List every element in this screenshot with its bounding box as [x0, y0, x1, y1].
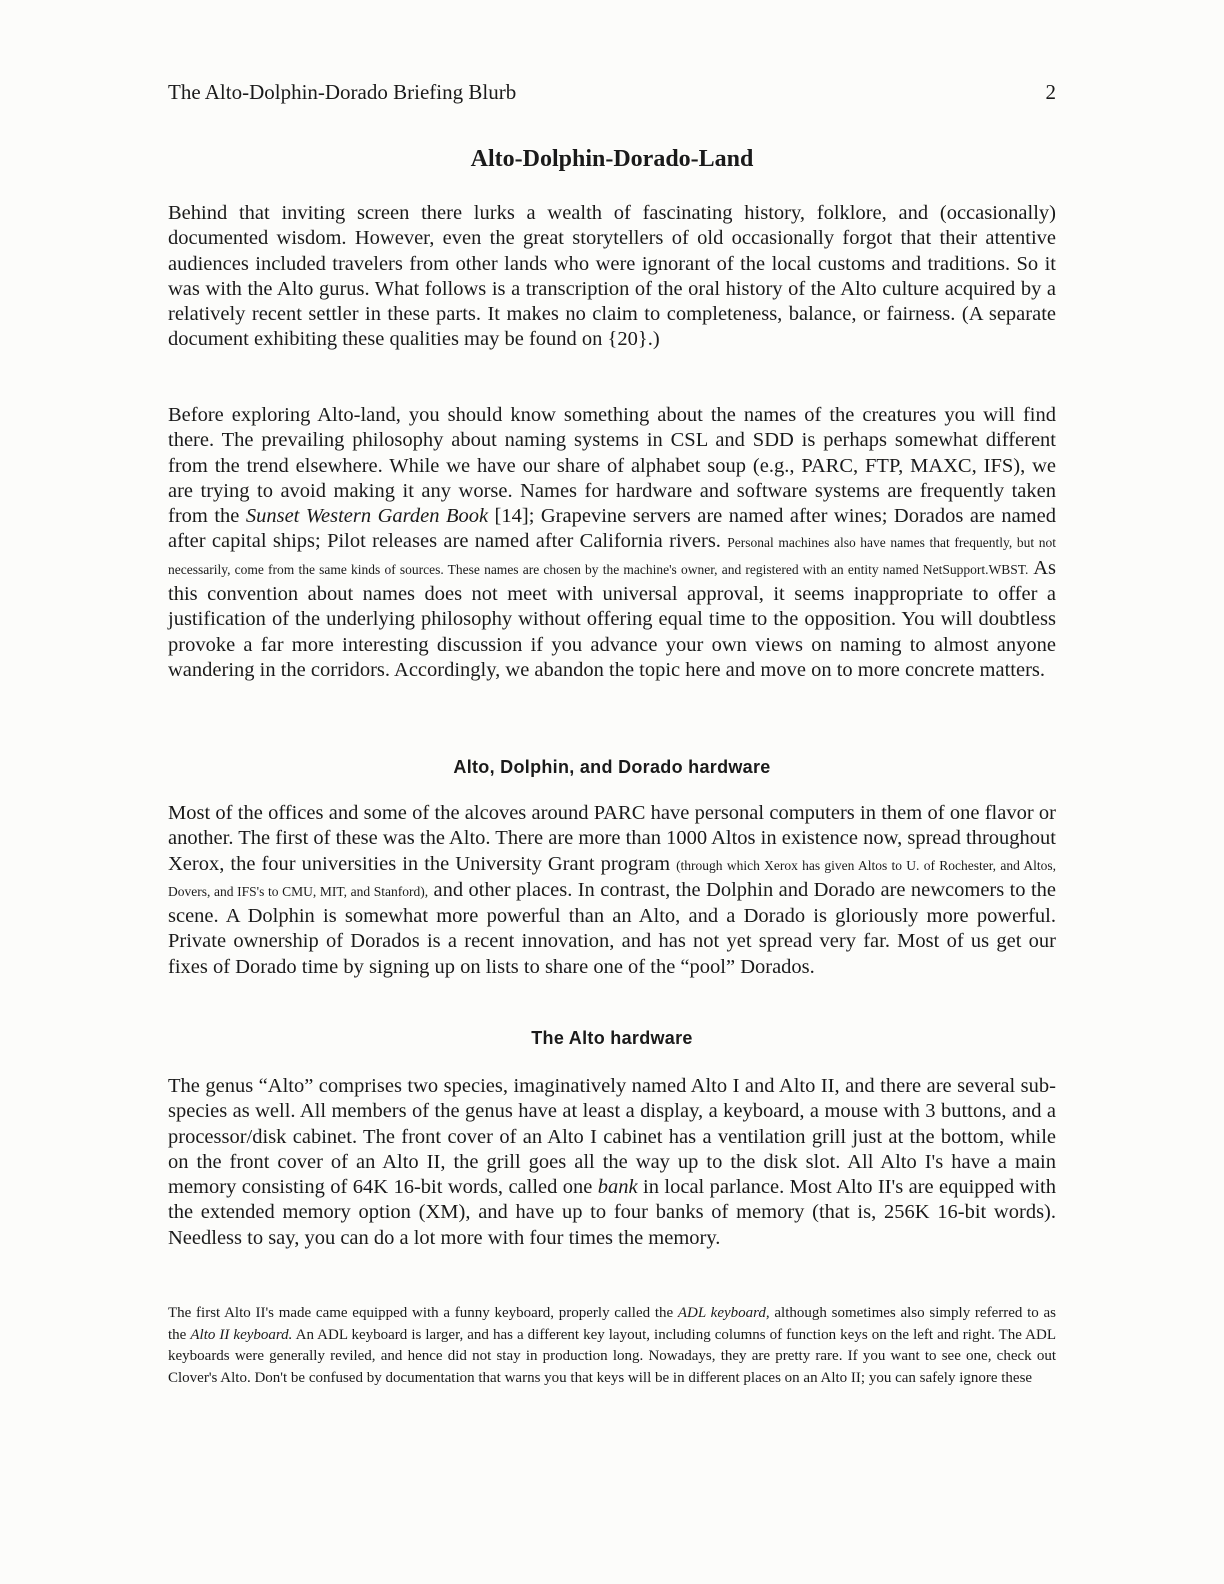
personal-machines-aside: Personal machines also have names that frequently, but not necessarily, come from the same kinds of sources. These names are chosen by the machine's owner, and registered with an entity named NetSupport.WBST. — [168, 535, 1056, 577]
bank-term: bank — [597, 1176, 638, 1199]
naming-text-c: As this convention about names does not meet with universal approval, it seems inappropriate to offer a justification of the underlying philosophy without offering equal time to the opposition. You will doubtless provoke a far more interesting discussion if you advance your own views on naming to almost anyone wandering in the corridors. Accordingly, we abandon the topic here and move on to more concrete matters. — [168, 556, 1056, 681]
adl-keyboard-term: ADL keyboard, — [677, 1305, 770, 1321]
hardware-text-b: and other places. In contrast, the Dolphin and Dorado are newcomers to the scene. A Dolphin is somewhat more powerful than an Alto, and a Dorado is gloriously more powerful. Private ownership of Dorados is a recent innovation, and has not yet spread very far. Most of us get our fixes of Dorado time by signing up on lists to share one of the “pool” Dorados. — [168, 878, 1056, 978]
section-heading-alto-hardware: The Alto hardware — [531, 1028, 693, 1048]
adl-keyboard-note — [168, 1303, 1056, 1389]
hardware-paragraph — [168, 801, 1056, 980]
note-text-c: An ADL keyboard is larger, and has a different key layout, including columns of function keys on the left and right. The ADL keyboards were generally reviled, and hence did not stay in production long. Nowadays, they are pretty rare. If you want to see one, check out Clover's Alto. Don't be confused by documentation that warns you that keys will be in different places on an Alto II; you can safely ignore these — [168, 1326, 1056, 1386]
alto-hardware-paragraph — [168, 1074, 1056, 1251]
garden-book-title: Sunset Western Garden Book — [245, 505, 489, 528]
running-title: The Alto-Dolphin-Dorado Briefing Blurb — [168, 80, 517, 104]
section-heading-hardware: Alto, Dolphin, and Dorado hardware — [453, 757, 771, 777]
intro-paragraph-1: Behind that inviting screen there lurks a wealth of fascinating history, folklore, and (occasionally) documented wisdom. However, even the great storytellers of old occasionally forgot that their attentive audiences included travelers from other lands who were ignorant of the local customs and traditions. So it was with the Alto gurus. What follows is a transcription of the oral history of the Alto culture acquired by a relatively recent settler in these parts. It makes no claim to completeness, balance, or fairness. (A separate document exhibiting these qualities may be found on {20}.) — [168, 202, 1056, 351]
alto2-keyboard-term: Alto II keyboard. — [190, 1326, 293, 1343]
naming-text-a: Before exploring Alto-land, you should know something about the names of the creatures you will find there. The prevailing philosophy about naming systems in CSL and SDD is perhaps somewhat different from the trend elsewhere. While we have our share of alphabet soup (e.g., PARC, FTP, MAXC, IFS), we are trying to avoid making it any worse. Names for hardware and software systems are frequently taken from the — [168, 404, 1056, 528]
intro-paragraph-2 — [168, 403, 1056, 683]
university-grant-aside: (through which Xerox has given Altos to U. of Rochester, and Altos, Dovers, and IFS's to CMU, MIT, and Stanford), — [168, 857, 1056, 899]
alto-text-a: The genus “Alto” comprises two species, imaginatively named Alto I and Alto II, and there are several sub-species as well. All members of the genus have at least a display, a keyboard, a mouse with 3 buttons, and a processor/disk cabinet. The front cover of an Alto I cabinet has a ventilation grill just at the bottom, while on the front cover of an Alto II, the grill goes all the way up to the disk slot. All Alto I's have a main memory consisting of 64K 16-bit words, called one — [168, 1075, 1056, 1199]
running-header — [168, 80, 1056, 105]
page-number: 2 — [1045, 80, 1056, 104]
hardware-text-a: Most of the offices and some of the alcoves around PARC have personal computers in them of one flavor or another. The first of these was the Alto. There are more than 1000 Altos in existence now, spread throughout Xerox, the four universities in the University Grant program — [168, 802, 1056, 875]
note-text-b: although sometimes also simply referred to as the — [168, 1305, 1056, 1343]
page-title: Alto-Dolphin-Dorado-Land — [470, 146, 754, 172]
naming-text-b: [14]; Grapevine servers are named after wines; Dorados are named after capital ships; Pilot releases are named after California rivers. — [168, 505, 1056, 553]
note-text-a: The first Alto II's made came equipped with a funny keyboard, properly called the — [168, 1305, 678, 1321]
alto-text-b: in local parlance. Most Alto II's are equipped with the extended memory option (XM), and have up to four banks of memory (that is, 256K 16-bit words). Needless to say, you can do a lot more with four times the memory. — [168, 1176, 1057, 1249]
